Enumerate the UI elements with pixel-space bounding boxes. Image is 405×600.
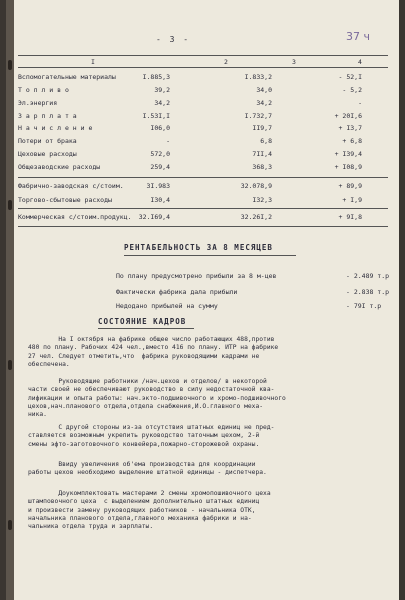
table-top-rule	[18, 55, 388, 56]
plan-value: -	[166, 137, 170, 145]
difference-value: + I08,9	[334, 163, 362, 171]
actual-value: 34,0	[256, 86, 272, 94]
actual-value: 368,3	[252, 163, 272, 171]
column-header-3: 3	[292, 58, 296, 66]
document-page	[6, 0, 399, 600]
row-label: Эл.энергия	[18, 99, 58, 107]
difference-value: + 20I,6	[334, 112, 362, 120]
binding-hole	[8, 60, 12, 70]
table-rule	[18, 177, 388, 178]
profit-label: Недодано прибылей на сумму	[116, 302, 218, 310]
archive-number: 37 ч	[346, 30, 370, 43]
table-bottom-rule	[18, 226, 388, 227]
actual-value: I.833,2	[244, 73, 272, 81]
plan-value: 259,4	[150, 163, 170, 171]
table-row	[18, 137, 388, 148]
difference-value: -	[358, 99, 362, 107]
table-row	[18, 150, 388, 161]
row-label: З а р п л а т а	[18, 112, 77, 120]
table-header-rule	[18, 67, 388, 68]
column-header-2: 2	[224, 58, 228, 66]
difference-value: + I,9	[342, 196, 362, 204]
plan-value: 3I.983	[146, 182, 170, 190]
actual-value: I.732,7	[244, 112, 272, 120]
plan-value: I30,4	[150, 196, 170, 204]
table-row	[18, 163, 388, 174]
row-label: Н а ч и с л е н и е	[18, 124, 93, 132]
row-label: Общезаводские расходы	[18, 163, 101, 171]
profit-value: - 2.838 т.р	[346, 288, 390, 296]
table-row	[18, 86, 388, 97]
difference-value: + 89,9	[338, 182, 362, 190]
table-row	[18, 196, 388, 207]
profit-line	[116, 272, 399, 283]
row-label: Торгово-сбытовые расходы	[18, 196, 112, 204]
page-binding	[6, 0, 14, 600]
difference-value: - 52,I	[338, 73, 362, 81]
paragraph: Руководящие работники /нач.цехов и отделов/ в некоторой части своей не обеспечивают руководство в силу недостаточной ква- лификации и опыта работы: нач.экто-подшивочного и хромо-подшивочного цехов,нач.планового отдела,отдела снабжения,И.О.главного меха- ника.	[28, 378, 286, 419]
profit-line	[116, 288, 399, 299]
plan-value: 32.I69,4	[138, 213, 170, 221]
difference-value: + 9I,8	[338, 213, 362, 221]
row-label: Потери от брака	[18, 137, 77, 145]
actual-value: II9,7	[252, 124, 272, 132]
profit-value: - 79I т.р	[346, 302, 382, 310]
table-row	[18, 213, 388, 224]
profit-value: - 2.489 т.р	[346, 272, 390, 280]
plan-value: 34,2	[154, 99, 170, 107]
plan-value: I06,0	[150, 124, 170, 132]
actual-value: 7II,4	[252, 150, 272, 158]
paragraph: С другой стороны из-за отсутствия штатных единиц не пред- ставляется возможным укрепить руководство таточным цехом, 2-й смены эфто-заготовочного конвейера,пожарно-сторожевой охраны.	[28, 424, 275, 448]
plan-value: I.885,3	[142, 73, 170, 81]
actual-value: 32.26I,2	[240, 213, 272, 221]
plan-value: 39,2	[154, 86, 170, 94]
difference-value: + I3,7	[338, 124, 362, 132]
table-row	[18, 112, 388, 123]
staff-section-title: СОСТОЯНИЕ КАДРОВ	[98, 317, 187, 326]
staff-title-underline	[98, 328, 194, 329]
profit-label: Фактически фабрика дала прибыли	[116, 288, 238, 296]
profitability-title: РЕНТАБЕЛЬНОСТЬ ЗА 8 МЕСЯЦЕВ	[124, 243, 273, 252]
profit-line	[116, 302, 399, 313]
actual-value: 32.078,9	[240, 182, 272, 190]
table-row	[18, 99, 388, 110]
paragraph: На I октября на фабрике общее число работающих 488,против 480 по плану. Рабочих 424 чел.,вместо 416 по плану. ИТР на фабрике 27 чел. Следует отметить,что фабрика руководящими кадрами не обеспечена.	[28, 336, 279, 368]
row-label: Цеховые расходы	[18, 150, 77, 158]
row-label: Фабрично-заводская с/стоим.	[18, 182, 124, 190]
difference-value: + I39,4	[334, 150, 362, 158]
plan-value: 572,0	[150, 150, 170, 158]
actual-value: 34,2	[256, 99, 272, 107]
profitability-title-underline	[124, 255, 296, 256]
paragraph: Доукомплектовать мастерами 2 смены хромопошивочного цеха штамповочного цеха с выделением дополнительно штатных единиц и произвести замену руководящих работников - начальника ОТК, начальника планового отдела,главного механика фабрики и на- чальника отдела труда и зарплаты.	[28, 490, 271, 531]
actual-value: 6,8	[260, 137, 272, 145]
row-label: Вспомогательные материалы	[18, 73, 116, 81]
difference-value: - 5,2	[342, 86, 362, 94]
table-row	[18, 73, 388, 84]
binding-hole	[8, 360, 12, 370]
paragraph: Ввиду увеличения об'ема производства для координации работы цехов необходимо выделение штатной единицы - диспетчера.	[28, 461, 267, 477]
binding-hole	[8, 520, 12, 530]
table-rule	[18, 208, 388, 209]
binding-hole	[8, 200, 12, 210]
difference-value: + 6,8	[342, 137, 362, 145]
column-header-4: 4	[358, 58, 362, 66]
row-label: Т о п л и в о	[18, 86, 69, 94]
plan-value: I.53I,I	[142, 112, 170, 120]
table-row	[18, 124, 388, 135]
table-row	[18, 182, 388, 193]
row-label: Коммерческая с/стоим.продукц.	[18, 213, 132, 221]
profit-label: По плану предусмотрено прибыли за 8 м-цев	[116, 272, 277, 280]
actual-value: I32,3	[252, 196, 272, 204]
page-number: - 3 -	[156, 35, 191, 44]
column-header-1: I	[91, 58, 95, 66]
